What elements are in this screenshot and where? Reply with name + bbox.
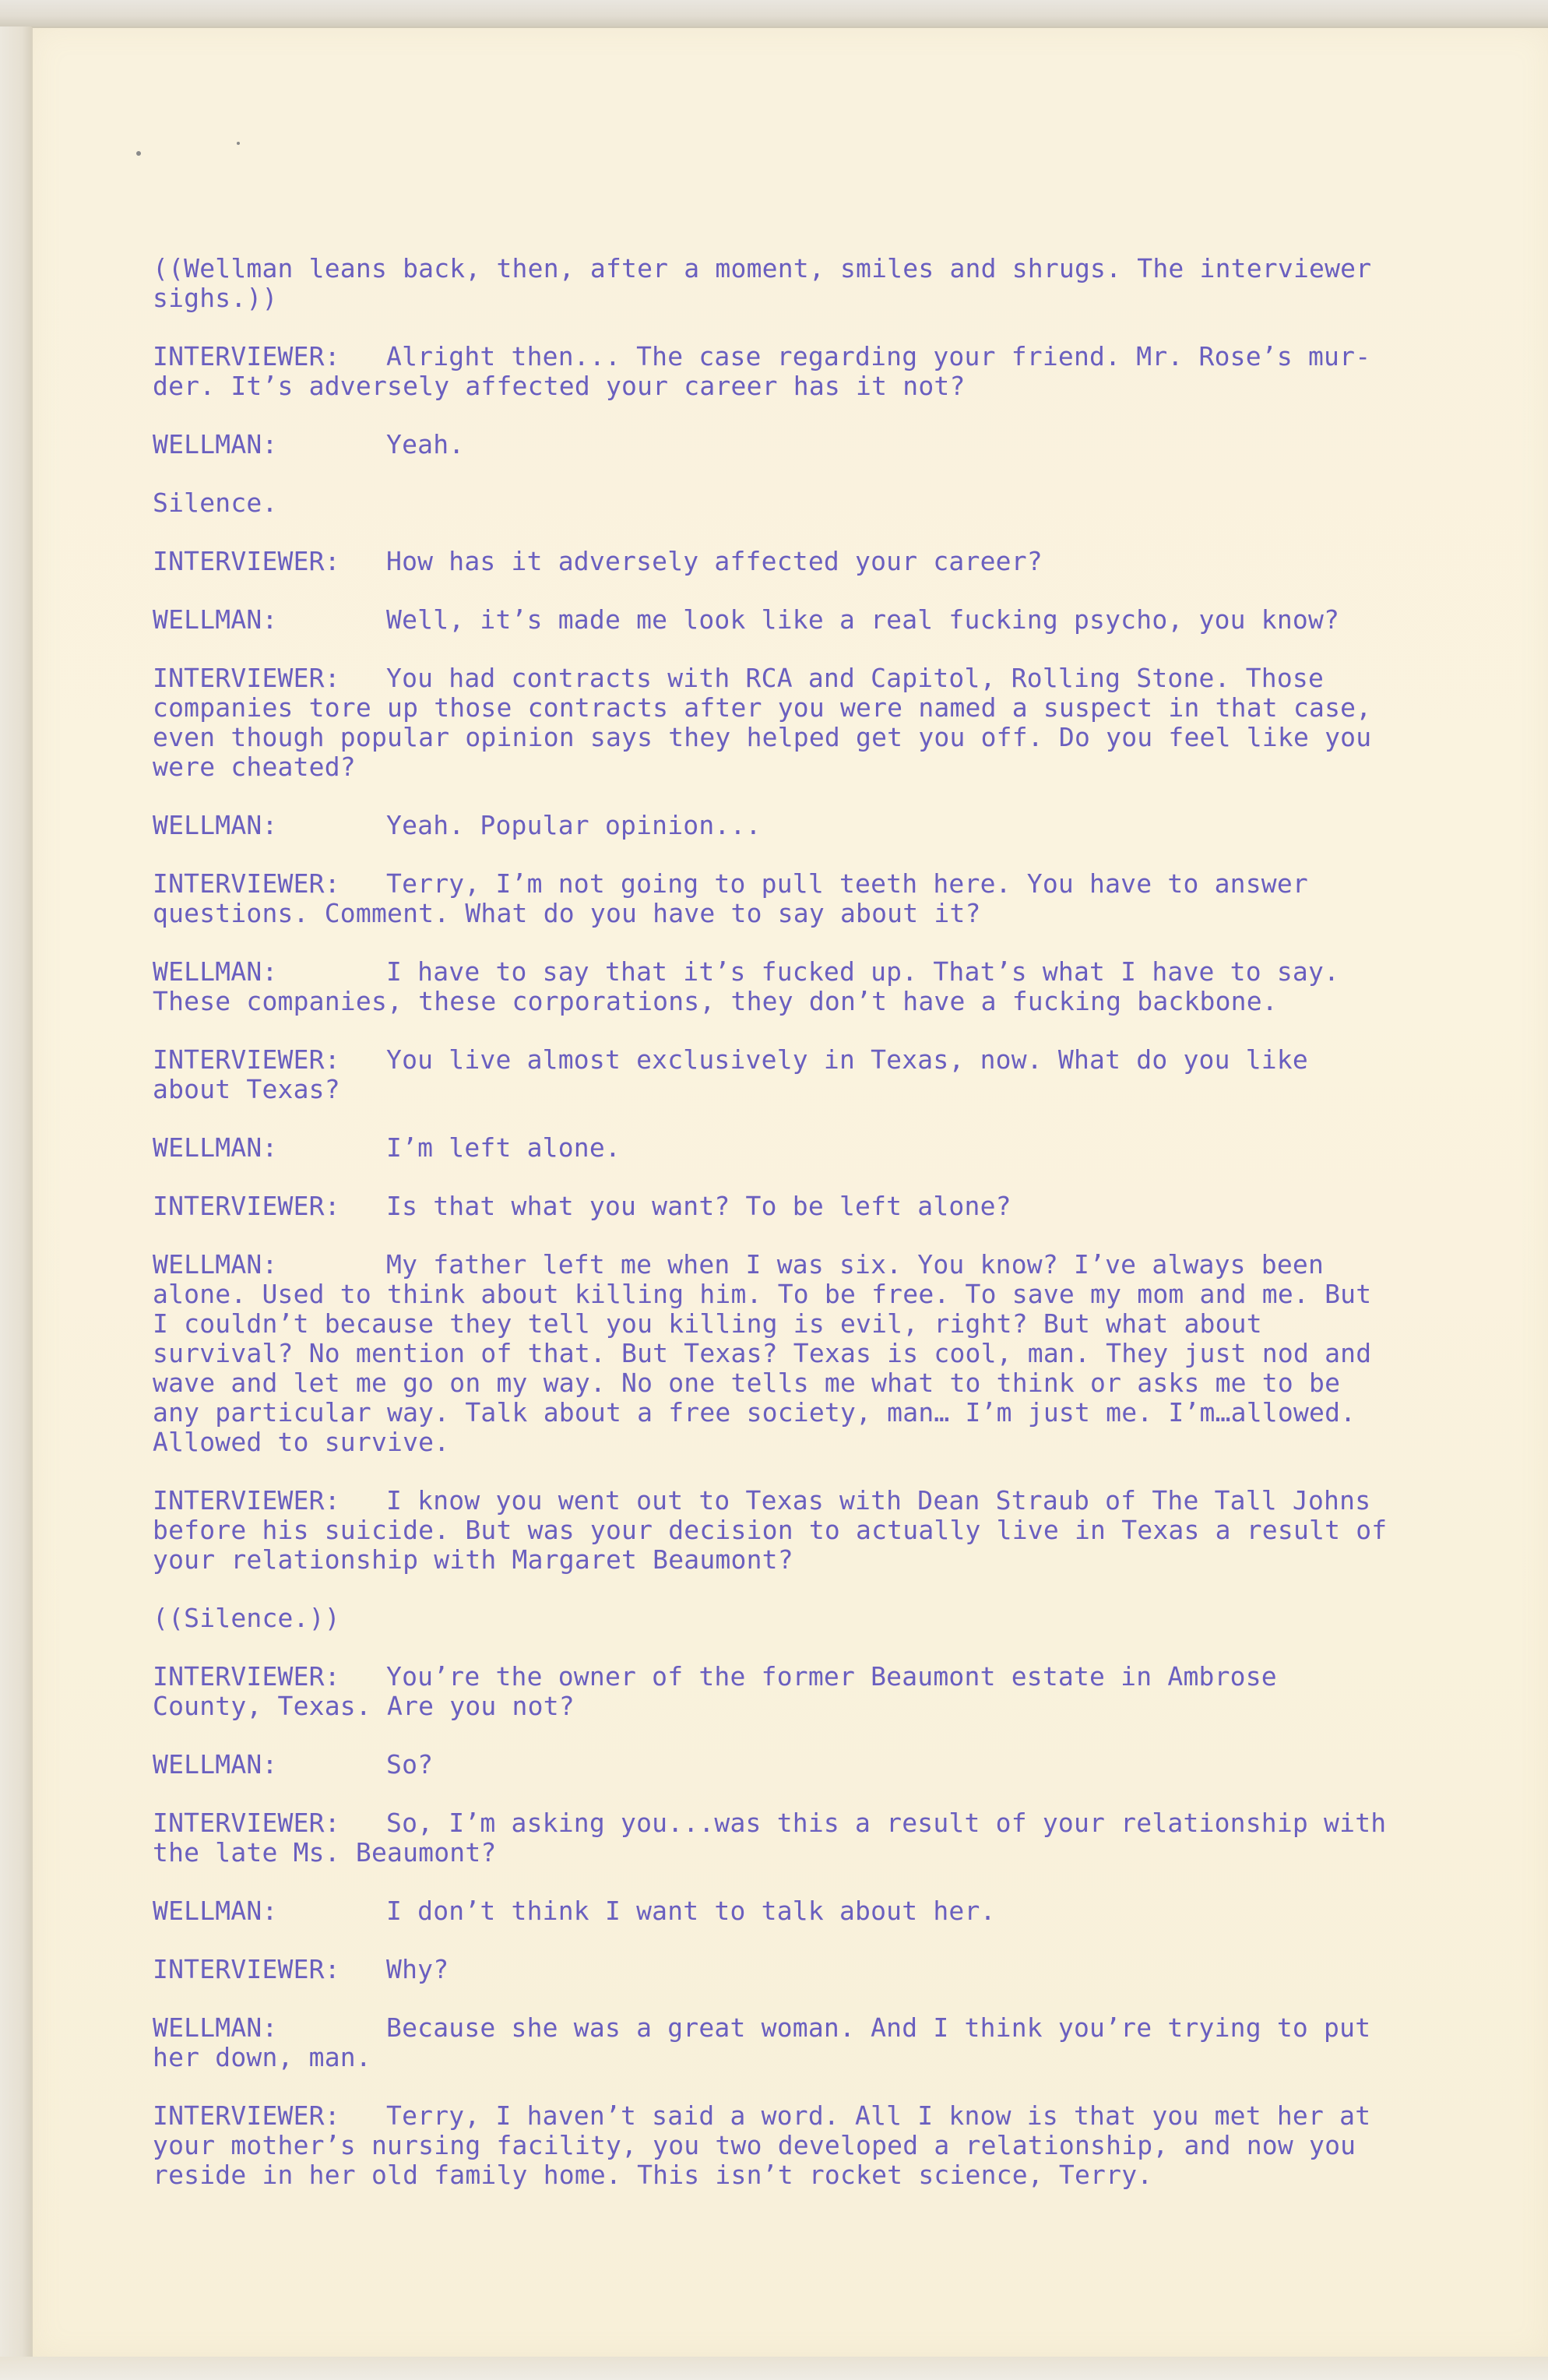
speaker-label: WELLMAN:	[153, 1749, 278, 1780]
dialogue-text: Why?	[386, 1954, 449, 1984]
speaker-label: INTERVIEWER:	[153, 1661, 340, 1692]
transcript-paragraph	[153, 1133, 1391, 1163]
transcript-paragraph	[153, 254, 1391, 313]
transcript-paragraph	[153, 869, 1391, 928]
dialogue-text: So?	[386, 1749, 434, 1780]
speaker-label: WELLMAN:	[153, 1249, 278, 1280]
speaker-label: WELLMAN:	[153, 956, 278, 987]
transcript-paragraph	[153, 1485, 1403, 1575]
paper-speck	[237, 142, 240, 145]
scan-bottom-edge	[0, 2357, 1548, 2380]
dialogue-text: I’m left alone.	[386, 1132, 621, 1163]
transcript-paragraph	[153, 605, 1391, 635]
speaker-label: INTERVIEWER:	[153, 1191, 340, 1221]
speaker-label: INTERVIEWER:	[153, 1954, 340, 1984]
speaker-label: WELLMAN:	[153, 429, 278, 459]
speaker-label: INTERVIEWER:	[153, 1485, 340, 1516]
speaker-label: WELLMAN:	[153, 810, 278, 840]
transcript-paragraph	[153, 1045, 1391, 1104]
dialogue-text: Yeah. Popular opinion...	[386, 810, 762, 840]
transcript-paragraph	[153, 547, 1391, 576]
dialogue-text: Well, it’s made me look like a real fucking psycho, you know?	[386, 604, 1340, 635]
scan-left-edge	[0, 26, 31, 2380]
transcript-paragraph	[153, 1955, 1391, 1984]
dialogue-text: ((Silence.))	[153, 1603, 340, 1633]
speaker-label: INTERVIEWER:	[153, 868, 340, 899]
speaker-label: WELLMAN:	[153, 604, 278, 635]
speaker-label: INTERVIEWER:	[153, 341, 340, 371]
transcript-paragraph	[153, 342, 1391, 401]
speaker-label: WELLMAN:	[153, 1132, 278, 1163]
transcript-paragraph	[153, 1662, 1391, 1721]
transcript-paragraph	[153, 664, 1391, 782]
speaker-label: INTERVIEWER:	[153, 546, 340, 576]
dialogue-text: Terry, I haven’t said a word. All I know is that you met her at your mother’s nursing facility, you two developed a relationship, and now you reside in her old family home. This isn’t rocket science, Terry.	[153, 2100, 1387, 2190]
dialogue-text: Terry, I’m not going to pull teeth here. You have to answer questions. Comment. What do you have to say about it?	[153, 868, 1325, 928]
dialogue-text: ((Wellman leans back, then, after a moment, smiles and shrugs. The interviewer sighs.))	[153, 253, 1388, 313]
transcript-paragraph	[153, 1250, 1391, 1457]
dialogue-text: I have to say that it’s fucked up. That’s what I have to say. These companies, these corporations, they don’t have a fucking backbone.	[153, 956, 1356, 1016]
transcript-paragraph	[153, 430, 1391, 459]
transcript-paragraph	[153, 2101, 1391, 2190]
transcript-paragraph	[153, 811, 1391, 840]
speaker-label: WELLMAN:	[153, 1896, 278, 1926]
dialogue-text: Because she was a great woman. And I think you’re trying to put her down, man.	[153, 2012, 1387, 2072]
dialogue-text: You had contracts with RCA and Capitol, Rolling Stone. Those companies tore up those contracts after you were named a suspect in that case, even though popular opinion says they helped get you off. Do you feel like you were cheated?	[153, 663, 1388, 782]
transcript-paragraph	[153, 1192, 1391, 1221]
dialogue-text: You live almost exclusively in Texas, now. What do you like about Texas?	[153, 1044, 1325, 1104]
dialogue-text: I know you went out to Texas with Dean Straub of The Tall Johns before his suicide. But was your decision to actually live in Texas a result of your relationship with Margaret Beaumont?	[153, 1485, 1403, 1575]
dialogue-text: How has it adversely affected your career?	[386, 546, 1043, 576]
speaker-label: INTERVIEWER:	[153, 2100, 340, 2131]
transcript-paragraph	[153, 1808, 1402, 1868]
transcript-paragraph	[153, 957, 1391, 1016]
dialogue-text: So, I’m asking you...was this a result of your relationship with the late Ms. Beaumont?	[153, 1808, 1402, 1868]
transcript-paragraph	[153, 488, 1391, 518]
dialogue-text: My father left me when I was six. You know? I’ve always been alone. Used to think about killing him. To be free. To save my mom and me. But I couldn’t because they tell you killing is evil, right? But what about survival? No mention of that. But Texas? Texas is cool, man. They just nod and wave and let me go on my way. No one tells me what to think or asks me to be any particular way. Talk about a free society, man… I’m just me. I’m…allowed. Allowed to survive.	[153, 1249, 1388, 1457]
transcript-paragraph	[153, 1750, 1391, 1780]
speaker-label: WELLMAN:	[153, 2012, 278, 2043]
interview-transcript	[153, 253, 1403, 2219]
speaker-label: INTERVIEWER:	[153, 1044, 340, 1075]
dialogue-text: I don’t think I want to talk about her.	[386, 1896, 996, 1926]
transcript-paragraph	[153, 1896, 1391, 1926]
paper-speck	[136, 151, 141, 156]
dialogue-text: Yeah.	[386, 429, 465, 459]
speaker-label: INTERVIEWER:	[153, 663, 340, 693]
dialogue-text: Alright then... The case regarding your friend. Mr. Rose’s mur-der. It’s adversely affected your career has it not?	[153, 341, 1371, 401]
speaker-label: INTERVIEWER:	[153, 1808, 340, 1838]
dialogue-text: You’re the owner of the former Beaumont estate in Ambrose County, Texas. Are you not?	[153, 1661, 1293, 1721]
dialogue-text: Is that what you want? To be left alone?	[386, 1191, 1011, 1221]
transcript-paragraph	[153, 1604, 1391, 1633]
scan-top-edge	[0, 0, 1548, 26]
dialogue-text: Silence.	[153, 488, 278, 518]
transcript-paragraph	[153, 2013, 1391, 2072]
